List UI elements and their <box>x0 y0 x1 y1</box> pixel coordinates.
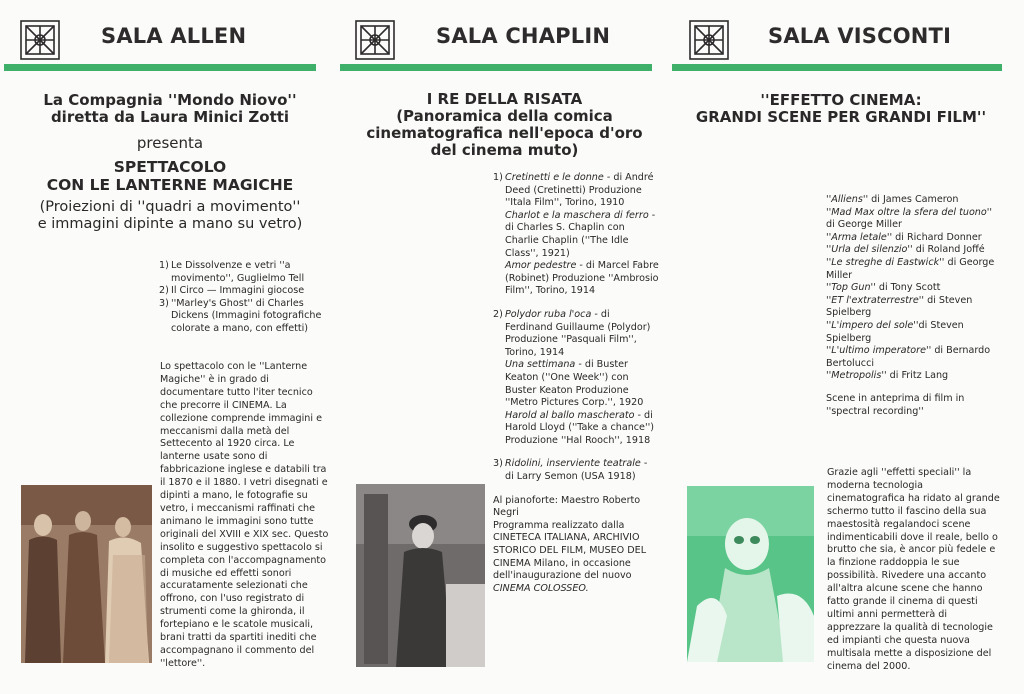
hall-title: SALA CHAPLIN <box>436 24 611 48</box>
preview-note: Scene in anteprima di film in ''spectral recording'' <box>826 392 965 417</box>
show-subtitle-1: (Proiezioni di ''quadri a movimento'' <box>39 199 301 215</box>
pianist-note: Al pianoforte: Maestro Roberto Negri <box>493 494 641 519</box>
hall-title: SALA ALLEN <box>101 24 247 48</box>
list-item: 3) Ridolini, inserviente teatrale - di Larry Semon (USA 1918) <box>493 458 648 483</box>
logo-icon <box>19 19 61 61</box>
column-sala-visconti <box>672 0 1024 694</box>
title-line-1: ''EFFETTO CINEMA: <box>760 91 922 109</box>
list-item: ''Metropolis'' di Fritz Lang <box>826 370 949 382</box>
company-line: La Compagnia ''Mondo Niovo'' <box>43 91 297 109</box>
list-item: 1) Cretinetti e le donne - di André Deed (Cretinetti) Produzione ''Itala Film'', Torino, 1910 Charlot e la maschera di ferro - di Charles S. Chaplin con Charlie Chaplin (''The Idle Class'', 1921) Amor pedestre - di Marcel Fabre (Robinet) Produzione ''Ambrosio Film'', Torino, 1914 <box>493 172 659 297</box>
list-item: ''Le streghe di Eastwick'' di George Miller <box>826 256 995 281</box>
program-list <box>159 260 322 336</box>
list-item: ''L'ultimo imperatore'' di Bernardo Bertolucci <box>826 345 991 369</box>
list-item: ''Mad Max oltre la sfera del tuono'' di George Miller <box>826 206 993 231</box>
list-item: ''Arma letale'' di Richard Donner <box>826 231 982 243</box>
column-sala-chaplin <box>336 0 672 694</box>
title-line-1: I RE DELLA RISATA <box>426 90 583 108</box>
credits-text: Programma realizzato dalla CINETECA ITALIANA, ARCHIVIO STORICO DEL FILM, MUSEO DEL CINEMA Milano, in occasione dell'inaugurazione del nuovo CINEMA COLOSSEO. <box>493 519 647 594</box>
logo-icon <box>354 19 396 61</box>
green-rule <box>672 64 1002 71</box>
show-subtitle-2: e immagini dipinte a mano su vetro) <box>37 216 303 232</box>
title-line-3: cinematografica nell'epoca d'oro <box>366 124 643 142</box>
presents-label: presenta <box>136 134 204 152</box>
green-rule <box>340 64 652 71</box>
films-list <box>493 172 659 595</box>
logo-icon <box>688 19 730 61</box>
list-item: ''ET l'extraterrestre'' di Steven Spielberg <box>826 294 973 319</box>
gray-photo <box>356 484 485 667</box>
green-rule <box>4 64 316 71</box>
list-item: 2) Polydor ruba l'oca - di Ferdinand Guillaume (Polydor) Produzione ''Pasquali Film'', Torino, 1914 Una settimana - di Buster Keaton (''One Week'') con Buster Keaton Produzione ''Metro Pictures Corp.'', 1920 Harold al ballo mascherato - di Harold Lloyd (''Take a chance'') Produzione ''Hal Rooch'', 1918 <box>493 308 654 446</box>
show-title-2: CON LE LANTERNE MAGICHE <box>46 176 294 194</box>
list-item: ''L'impero del sole''di Steven Spielberg <box>826 319 964 344</box>
show-title-1: SPETTACOLO <box>113 158 227 176</box>
list-item: ''Top Gun'' di Tony Scott <box>826 282 941 294</box>
description-text: Lo spettacolo con le ''Lanterne Magiche'' è in grado di documentare tutto l'iter tecnico che precorre il CINEMA. La collezione comprende immagini e meccanismi dalla metà del Settecento al 1920 circa. Le lanterne usate sono di fabbricazione inglese e databili tra il 1870 e il 1880. I vetri disegnati e dipinti a mano, le fotografie su vetro, i meccanismi raffinati che animano le immagini sono tutte originali del XVIII e XIX sec. Questo insolito e suggestivo spettacolo si completa con l'accompagnamento di musiche ed effetti sonori accuratamente selezionati che offrono, con l'uso registrato di strumenti come la ghironda, il fortepiano e le scatole musicali, brani tratti da spartiti inediti che accompagnano il commento del ''lettore''. <box>160 361 329 669</box>
green-photo <box>687 486 814 662</box>
list-item: ''Urla del silenzio'' di Roland Joffé <box>826 244 985 256</box>
title-line-2: GRANDI SCENE PER GRANDI FILM'' <box>695 108 987 126</box>
title-line-4: del cinema muto) <box>430 141 579 159</box>
description-text: Grazie agli ''effetti speciali'' la moderna tecnologia cinematografica ha ridato al grande schermo tutto il fascino della sua maestosità regalandoci scene indimenticabili dove il reale, bello o brutto che sia, è ancor più fedele e la finzione raddoppia le sue possibilità. Rivedere una accanto all'altra alcune scene che hanno fatto grande il cinema di questi ultimi anni permetterà di apprezzare la qualità di tecnologie ed impianti che questa nuova multisala mette a disposizione del cinema del 2000. <box>827 467 1000 672</box>
sepia-photo <box>21 485 152 663</box>
list-item: 2) Il Circo — Immagini giocose <box>159 285 305 297</box>
list-item: 3) ''Marley's Ghost'' di Charles Dickens (Immagini fotografiche colorate a mano, con effetti) <box>159 297 322 334</box>
column-sala-allen <box>0 0 336 694</box>
list-item: 1) Le Dissolvenze e vetri ''a movimento'', Guglielmo Tell <box>159 260 305 284</box>
company-director: diretta da Laura Minici Zotti <box>50 108 290 126</box>
list-item: ''Alliens'' di James Cameron <box>826 194 959 205</box>
films-list <box>826 194 998 418</box>
hall-title: SALA VISCONTI <box>768 24 952 48</box>
title-line-2: (Panoramica della comica <box>396 107 613 125</box>
